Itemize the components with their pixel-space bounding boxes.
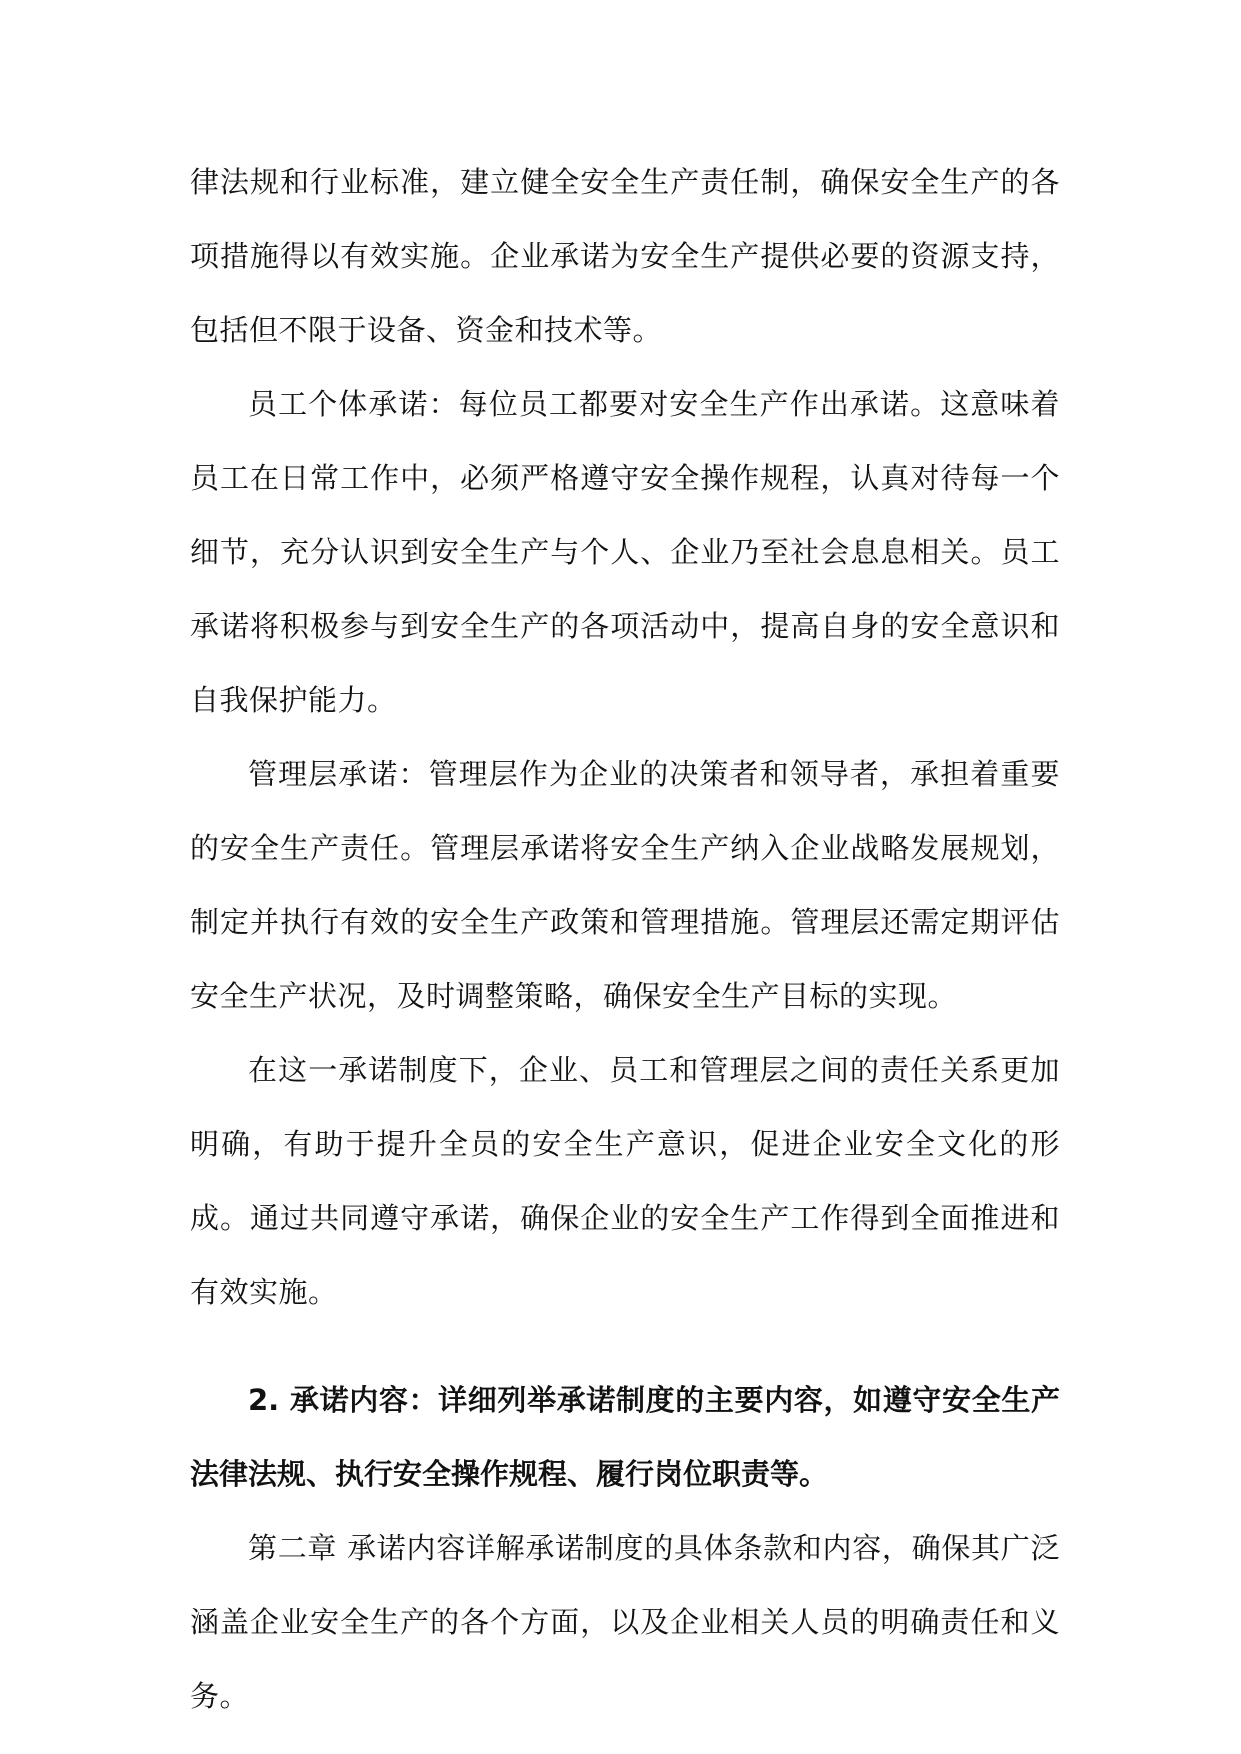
paragraph-management-commitment: 管理层承诺：管理层作为企业的决策者和领导者，承担着重要的安全生产责任。管理层承诺将安全生产纳入企业战略发展规划，制定并执行有效的安全生产政策和管理措施。管理层还需定期评估安全生产状况，及时调整策略，确保安全生产目标的实现。 [190, 757, 1060, 1013]
paragraph-summary: 在这一承诺制度下，企业、员工和管理层之间的责任关系更加明确，有助于提升全员的安全生产意识，促进企业安全文化的形成。通过共同遵守承诺，确保企业的安全生产工作得到全面推进和有效实施。 [190, 1053, 1060, 1309]
document-body [190, 145, 1060, 1733]
paragraph-employee-commitment: 员工个体承诺：每位员工都要对安全生产作出承诺。这意味着员工在日常工作中，必须严格遵守安全操作规程，认真对待每一个细节，充分认识到安全生产与个人、企业乃至社会息息相关。员工承诺将积极参与到安全生产的各项活动中，提高自身的安全意识和自我保护能力。 [190, 387, 1060, 717]
paragraph-continuation: 律法规和行业标准，建立健全安全生产责任制，确保安全生产的各项措施得以有效实施。企业承诺为安全生产提供必要的资源支持，包括但不限于设备、资金和技术等。 [190, 165, 1060, 347]
section-heading: 2. 承诺内容：详细列举承诺制度的主要内容，如遵守安全生产法律法规、执行安全操作规程、履行岗位职责等。 [190, 1383, 1060, 1491]
paragraph-chapter-two: 第二章 承诺内容详解承诺制度的具体条款和内容，确保其广泛涵盖企业安全生产的各个方面，以及企业相关人员的明确责任和义务。 [190, 1531, 1060, 1713]
